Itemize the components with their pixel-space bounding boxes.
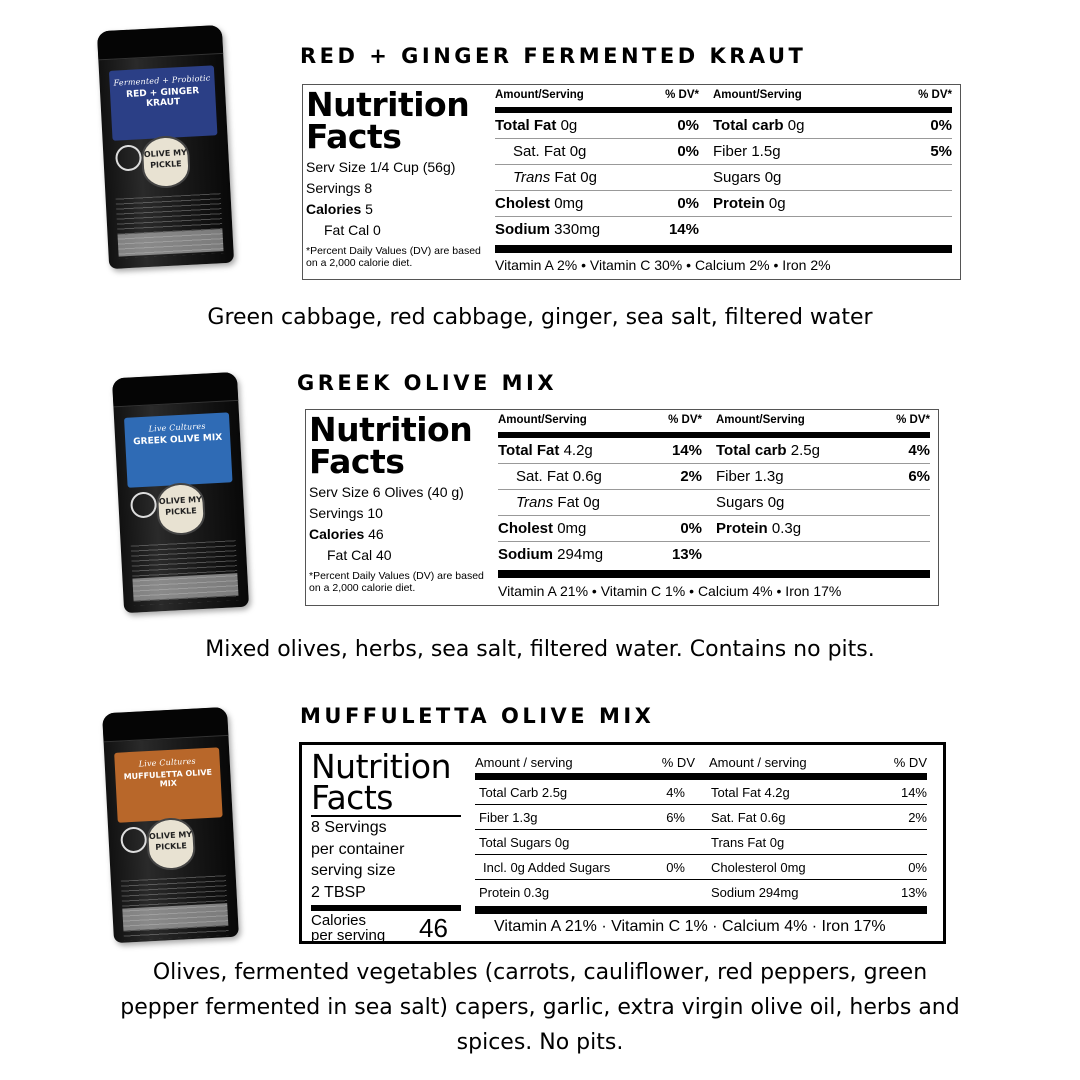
nf-heading-1: Nutrition <box>306 85 470 124</box>
bag-label <box>109 65 218 140</box>
nf-row <box>475 855 927 880</box>
nutrient <box>702 442 876 459</box>
nf-row <box>495 217 952 242</box>
nutrient-value: 0g <box>787 117 805 134</box>
hdr-amount: Amount / serving <box>475 754 573 770</box>
nutrient-dv: 13% <box>900 884 927 900</box>
nutrient-dv: 13% <box>671 546 702 563</box>
hdr-dv: % DV* <box>918 89 952 101</box>
nutrient-dv: 6% <box>666 809 685 825</box>
fat-calories: Fat Cal 40 <box>327 547 392 563</box>
nf-grid <box>498 414 930 567</box>
nutrient-dv: 0% <box>677 195 699 212</box>
bag-label-top: Fermented + Probiotic <box>113 73 211 88</box>
serving-size-label: serving size <box>311 862 396 879</box>
product-bag-red-ginger-kraut <box>97 25 234 269</box>
nutrient-label: Incl. 0g Added Sugars <box>483 859 611 875</box>
nutrient-value: 0g <box>768 195 786 212</box>
nutrient-label: Protein <box>716 520 768 537</box>
hdr-dv: % DV <box>893 754 927 770</box>
nutrient <box>498 494 658 511</box>
nf-row <box>498 542 930 567</box>
nf-header-row <box>498 414 930 438</box>
bag-label <box>114 747 223 822</box>
nutrient-label: Total Carb 2.5g <box>479 784 568 800</box>
per-container: per container <box>311 840 405 858</box>
nutrient-dv: 14% <box>900 784 927 800</box>
nutrient-label: Trans Fat 0g <box>711 834 785 850</box>
nutrient-dv: 6% <box>908 468 930 485</box>
nutrient-label: Cholesterol 0mg <box>711 859 806 875</box>
nutrition-facts-panel <box>302 84 961 280</box>
fat-calories: Fat Cal 0 <box>324 222 381 238</box>
nutrient-dv: 0% <box>666 859 685 875</box>
nutrient-value: 0mg <box>554 195 584 212</box>
probiotic-badge-icon <box>130 491 157 518</box>
bag-seal <box>102 707 228 743</box>
nutrient-label: Fiber 1.3g <box>716 468 784 485</box>
nutrient-label: Sugars 0g <box>716 494 785 511</box>
nutrient-dv: 5% <box>930 143 952 160</box>
hdr-amount: Amount / serving <box>709 754 807 770</box>
servings: 8 Servings <box>311 819 387 836</box>
product-bag-muffuletta-olive-mix <box>102 707 239 943</box>
hdr-dv: % DV* <box>665 89 699 101</box>
nutrient-label: Total carb <box>713 117 784 134</box>
hdr-amount: Amount/Serving <box>716 414 805 426</box>
product-title: GREEK OLIVE MIX <box>297 371 558 395</box>
calories-value: 5 <box>365 201 373 217</box>
nutrient-label: Fiber 1.3g <box>479 809 538 825</box>
ingredients: Green cabbage, red cabbage, ginger, sea salt, filtered water <box>207 305 873 330</box>
nutrient <box>498 520 658 537</box>
nutrient-value: Fat 0g <box>557 494 600 511</box>
nutrient-dv: 14% <box>668 221 699 238</box>
bag-label-top: Live Cultures <box>148 421 206 434</box>
nutrient <box>495 195 655 212</box>
nutrient-value: 294mg <box>557 546 604 563</box>
nutrient-label: Sat. Fat 0g <box>513 143 587 160</box>
calories-label: Calories <box>306 201 362 217</box>
nutrient-label: Total carb <box>716 442 787 459</box>
nutrient-label: Protein <box>713 195 765 212</box>
hdr-dv: % DV* <box>668 414 702 426</box>
hdr-amount: Amount/Serving <box>713 89 802 101</box>
bag-label-top: Live Cultures <box>138 756 196 769</box>
probiotic-badge-icon <box>120 826 147 853</box>
bag-seal <box>97 25 223 61</box>
nutrient-label: Total Fat <box>498 442 560 459</box>
nf-row <box>498 438 930 464</box>
servings: Servings 10 <box>309 505 383 521</box>
nutrient-value: 0g <box>560 117 578 134</box>
nutrient-value: Fat 0g <box>554 169 597 186</box>
nutrient-label: Sat. Fat 0.6g <box>711 809 786 825</box>
calories-value: 46 <box>419 913 448 943</box>
nutrient-dv: 4% <box>666 784 685 800</box>
nutrient-dv: 0% <box>677 117 699 134</box>
nf-heading-2: Facts <box>306 117 402 156</box>
nf-row <box>498 516 930 542</box>
nutrient-dv: 2% <box>680 468 702 485</box>
nutrient-label: Trans <box>513 169 551 186</box>
nutrient-label: Protein 0.3g <box>479 884 550 900</box>
ingredients-line: pepper fermented in sea salt) capers, garlic, extra virgin olive oil, herbs and <box>120 995 960 1020</box>
nf-heading-2: Facts <box>311 782 461 817</box>
serving-size: Serv Size 6 Olives (40 g) <box>309 484 464 500</box>
nf-left-column <box>311 747 461 949</box>
servings: Servings 8 <box>306 180 373 196</box>
nf-header-row <box>495 89 952 113</box>
brand-barrel-logo: OLIVE MY PICKLE <box>146 817 197 871</box>
nutrient <box>699 117 873 134</box>
bag-label-main: RED + GINGER KRAUT <box>125 86 200 109</box>
dv-note: *Percent Daily Values (DV) are based on a 2,000 calorie diet. <box>306 245 481 269</box>
calories-value: 46 <box>368 526 384 542</box>
nutrient-label: Total Fat <box>495 117 557 134</box>
ingredients-line: spices. No pits. <box>456 1030 624 1055</box>
nutrient-label: Trans <box>516 494 554 511</box>
nf-row <box>498 490 930 516</box>
vitamins-line: Vitamin A 21% • Vitamin C 1% • Calcium 4% • Iron 17% <box>498 583 842 599</box>
nutrient-dv: 0% <box>908 859 927 875</box>
nf-row <box>498 464 930 490</box>
bag-label-main: MUFFULETTA OLIVE MIX <box>123 767 213 789</box>
nutrient <box>498 442 658 459</box>
nutrient-label: Sodium 294mg <box>711 884 799 900</box>
product-bag-greek-olive-mix <box>112 372 249 613</box>
nf-grid <box>495 89 952 242</box>
nf-header-row <box>475 751 927 780</box>
nf-row <box>495 139 952 165</box>
nutrient <box>495 117 655 134</box>
hdr-dv: % DV* <box>896 414 930 426</box>
nutrient-dv: 14% <box>671 442 702 459</box>
vitamins-line: Vitamin A 2% • Vitamin C 30% • Calcium 2% • Iron 2% <box>495 257 831 273</box>
nutrient-label: Sat. Fat 0.6g <box>516 468 602 485</box>
nutrition-facts-panel <box>299 742 946 944</box>
nutrient-label: Total Sugars 0g <box>479 834 570 850</box>
calories-label: per serving <box>311 927 386 944</box>
bag-label-main: GREEK OLIVE MIX <box>133 432 223 448</box>
bag-seal <box>112 372 238 408</box>
nutrient <box>702 520 876 537</box>
nutrient-label: Cholest <box>498 520 554 537</box>
bag-label <box>124 412 233 487</box>
nutrient-value: 2.5g <box>790 442 820 459</box>
nf-row <box>475 830 927 855</box>
vitamins-line: Vitamin A 21% · Vitamin C 1% · Calcium 4% · Iron 17% <box>494 918 886 935</box>
nf-left-column <box>309 410 484 594</box>
nf-thick-rule <box>475 906 927 914</box>
serving-size: Serv Size 1/4 Cup (56g) <box>306 159 456 175</box>
calories-label: Calories <box>309 526 365 542</box>
hdr-amount: Amount/Serving <box>498 414 587 426</box>
nutrient-dv: 0% <box>677 143 699 160</box>
nutrient <box>495 221 655 238</box>
nutrient-value: 330mg <box>554 221 601 238</box>
nf-thick-rule <box>495 245 952 253</box>
nutrient-value: 0mg <box>557 520 587 537</box>
calories <box>309 524 484 545</box>
ingredients-line: Olives, fermented vegetables (carrots, cauliflower, red peppers, green <box>152 960 928 985</box>
nutrient-dv: 4% <box>908 442 930 459</box>
hdr-amount: Amount/Serving <box>495 89 584 101</box>
nutrient-dv: 2% <box>908 809 927 825</box>
nutrient <box>699 195 873 212</box>
nutrient-dv: 0% <box>680 520 702 537</box>
nutrient-dv: 0% <box>930 117 952 134</box>
nutrient <box>495 169 655 186</box>
nf-row <box>475 880 927 904</box>
nutrient-label: Cholest <box>495 195 551 212</box>
nutrient-label: Total Fat 4.2g <box>711 784 790 800</box>
serving-size-value: 2 TBSP <box>311 882 461 912</box>
nutrient-value: 0.3g <box>771 520 802 537</box>
calories-label: Calories <box>311 912 367 929</box>
brand-barrel-logo: OLIVE MY PICKLE <box>156 482 207 536</box>
nf-row <box>495 165 952 191</box>
brand-barrel-logo: OLIVE MY PICKLE <box>140 135 191 189</box>
nf-left-column <box>306 85 481 269</box>
nf-row <box>475 805 927 830</box>
nf-row <box>495 113 952 139</box>
nutrient-label: Sugars 0g <box>713 169 782 186</box>
product-title: RED + GINGER FERMENTED KRAUT <box>300 44 807 68</box>
ingredients: Mixed olives, herbs, sea salt, filtered water. Contains no pits. <box>205 637 875 662</box>
nutrient-value: 4.2g <box>563 442 593 459</box>
nutrient-label: Fiber 1.5g <box>713 143 781 160</box>
nutrient-label: Sodium <box>495 221 550 238</box>
calories <box>306 199 481 220</box>
nutrition-facts-panel <box>305 409 939 606</box>
hdr-dv: % DV <box>661 754 695 770</box>
nutrient <box>498 546 658 563</box>
nf-grid <box>475 751 927 904</box>
nf-row <box>475 780 927 805</box>
nutrient-label: Sodium <box>498 546 553 563</box>
product-title: MUFFULETTA OLIVE MIX <box>300 704 655 728</box>
dv-note: *Percent Daily Values (DV) are based on a 2,000 calorie diet. <box>309 570 484 594</box>
nf-heading-2: Facts <box>309 442 405 481</box>
nf-row <box>495 191 952 217</box>
nf-thick-rule <box>498 570 930 578</box>
nf-heading-1: Nutrition <box>311 747 451 786</box>
nf-heading-1: Nutrition <box>309 410 473 449</box>
probiotic-badge-icon <box>115 144 142 171</box>
calories <box>311 913 461 949</box>
